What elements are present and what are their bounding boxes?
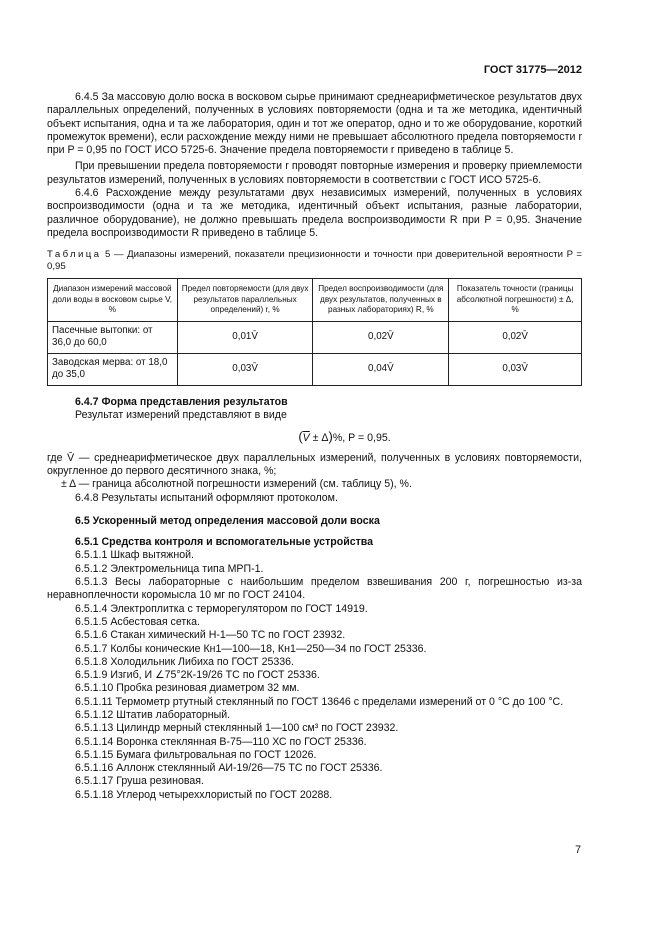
page-content xyxy=(47,91,582,802)
heading-6-4-7: 6.4.7 Форма представления результатов xyxy=(75,395,288,408)
table-header-cell: Предел воспроизводимости (для двух результатов, полученных в разных лабораториях) R, % xyxy=(313,279,449,322)
table-caption xyxy=(47,249,582,273)
list-item: 6.5.1.14 Воронка стеклянная В-75—110 ХС по ГОСТ 25336. xyxy=(75,735,367,748)
list-item: 6.5.1.12 Штатив лабораторный. xyxy=(75,709,231,721)
list-item: 6.5.1.15 Бумага фильтровальная по ГОСТ 12026. xyxy=(75,748,317,761)
table-cell-value: 0,02V̄ xyxy=(449,321,582,353)
paragraph-6-4-5: 6.4.5 За массовую долю воска в восковом сырье принимают среднеарифметическое результатов двух параллельных определений, полученных в условиях повторяемости (одна и та же методика, идентичный объект испытания, одна и та же лаборатория, один и тот же оператор, одно и то же оборудование, короткий промежуток времени), если расхождение между ними не превышает абсолютного предела повторяемости r при P = 0,95 по ГОСТ ИСО 5725-6. Значение предела повторяемости r приведено в таблице 5. xyxy=(47,91,582,157)
table-header-cell: Показатель точности (границы абсолютной погрешности) ± Δ, % xyxy=(449,279,582,322)
paragraph-repeatability-exceeded: При превышении предела повторяемости r проводят повторные измерения и проверку приемлемости результатов измерений, полученных в условиях повторяемости в соответствии с ГОСТ ИСО 5725-6. xyxy=(47,160,582,186)
definition-mean-term: где V̄ xyxy=(47,451,75,464)
list-item: 6.5.1.18 Углерод четыреххлористый по ГОСТ 20288. xyxy=(75,788,333,801)
paragraph-6-4-7: Результат измерений представляют в виде xyxy=(75,409,287,422)
definition-mean-text: — среднеарифметическое двух параллельных измерений, полученных в условиях повторяемости, округленное до первого десятичного знака, %; xyxy=(47,451,582,477)
precision-table xyxy=(47,278,582,386)
list-item: 6.5.1.7 Колбы конические Кн1—100—18, Кн1—250—34 по ГОСТ 25336. xyxy=(75,642,427,655)
list-item: 6.5.1.3 Весы лабораторные с наибольшим пределом взвешивания 200 г, погрешностью из-за неравноплечности коромысла 10 мг по ГОСТ 24104. xyxy=(47,576,582,602)
page-number: 7 xyxy=(575,844,581,856)
result-formula: $(\overline{V} \pm \Delta)\%$, P = 0,95. xyxy=(298,429,391,445)
paragraph-6-4-8: 6.4.8 Результаты испытаний оформляют протоколом. xyxy=(75,491,338,504)
definition-error-text: — граница абсолютной погрешности измерений (см. таблицу 5), %. xyxy=(75,478,412,491)
table-cell-value: 0,04V̄ xyxy=(313,353,449,385)
table-label: Таблица xyxy=(47,249,102,261)
list-item: 6.5.1.4 Электроплитка с терморегулятором по ГОСТ 14919. xyxy=(75,602,368,615)
table-caption-text: 5 — Диапазоны измерений, показатели прецизионности и точности при доверительной вероятности P = 0,95 xyxy=(47,249,582,273)
table-row xyxy=(48,321,582,353)
paragraph-6-4-6: 6.4.6 Расхождение между результатами двух независимых измерений, полученных в условиях воспроизводимости (одна и та же методика, идентичный объект испытания, разные лаборатории, различное оборудование), не должно превышать предела воспроизводимости R при P = 0,95. Значение предела воспроизводимости R приведено в таблице 5. xyxy=(47,187,582,239)
list-item: 6.5.1.6 Стакан химический Н-1—50 ТС по ГОСТ 23932. xyxy=(75,629,346,642)
table-header-cell: Предел повторяемости (для двух результатов параллельных определений) r, % xyxy=(177,279,313,322)
heading-6-5-1: 6.5.1 Средства контроля и вспомогательные устройства xyxy=(75,536,374,549)
formula-mean: $\overline{V}$ xyxy=(302,432,310,445)
table-cell-value: 0,01V̄ xyxy=(177,321,313,353)
formula-error: ± Δ xyxy=(309,432,329,445)
formula-tail: %, P = 0,95. xyxy=(332,432,391,445)
list-item: 6.5.1.13 Цилиндр мерный стеклянный 1—100 см³ по ГОСТ 23932. xyxy=(75,722,399,735)
list-item: 6.5.1.10 Пробка резиновая диаметром 32 мм. xyxy=(75,682,300,695)
equipment-list xyxy=(47,549,582,802)
definition-error xyxy=(47,478,582,491)
definition-mean xyxy=(47,452,582,479)
heading-6-5: 6.5 Ускоренный метод определения массовой доли воска xyxy=(75,514,380,527)
standard-header: ГОСТ 31775—2012 xyxy=(483,64,582,76)
list-item: 6.5.1.2 Электромельница типа МРП-1. xyxy=(75,562,264,575)
table-header-row xyxy=(48,279,582,322)
table-cell-value: 0,03V̄ xyxy=(449,353,582,385)
list-item: 6.5.1.8 Холодильник Либиха по ГОСТ 25336. xyxy=(75,655,294,668)
table-header-cell: Диапазон измерений массовой доли воды в восковом сырье V, % xyxy=(48,279,178,322)
table-row xyxy=(48,353,582,385)
definition-error-term: ± Δ xyxy=(61,478,76,491)
table-cell-range: Пасечные вытопки: от 36,0 до 60,0 xyxy=(48,321,178,353)
list-item: 6.5.1.16 Аллонж стеклянный АИ-19/26—75 ТС по ГОСТ 25336. xyxy=(75,762,383,775)
table-cell-value: 0,02V̄ xyxy=(313,321,449,353)
list-item: 6.5.1.9 Изгиб, И ∠75°2К-19/26 ТС по ГОСТ 25336. xyxy=(75,669,320,682)
list-item: 6.5.1.5 Асбестовая сетка. xyxy=(75,615,200,628)
list-item: 6.5.1.17 Груша резиновая. xyxy=(75,775,204,788)
table-cell-range: Заводская мерва: от 18,0 до 35,0 xyxy=(48,353,178,385)
table-cell-value: 0,03V̄ xyxy=(177,353,313,385)
list-item: 6.5.1.1 Шкаф вытяжной. xyxy=(75,549,194,562)
list-item: 6.5.1.11 Термометр ртутный стеклянный по ГОСТ 13646 с пределами измерений от 0 °С до 100 °С. xyxy=(75,695,564,708)
